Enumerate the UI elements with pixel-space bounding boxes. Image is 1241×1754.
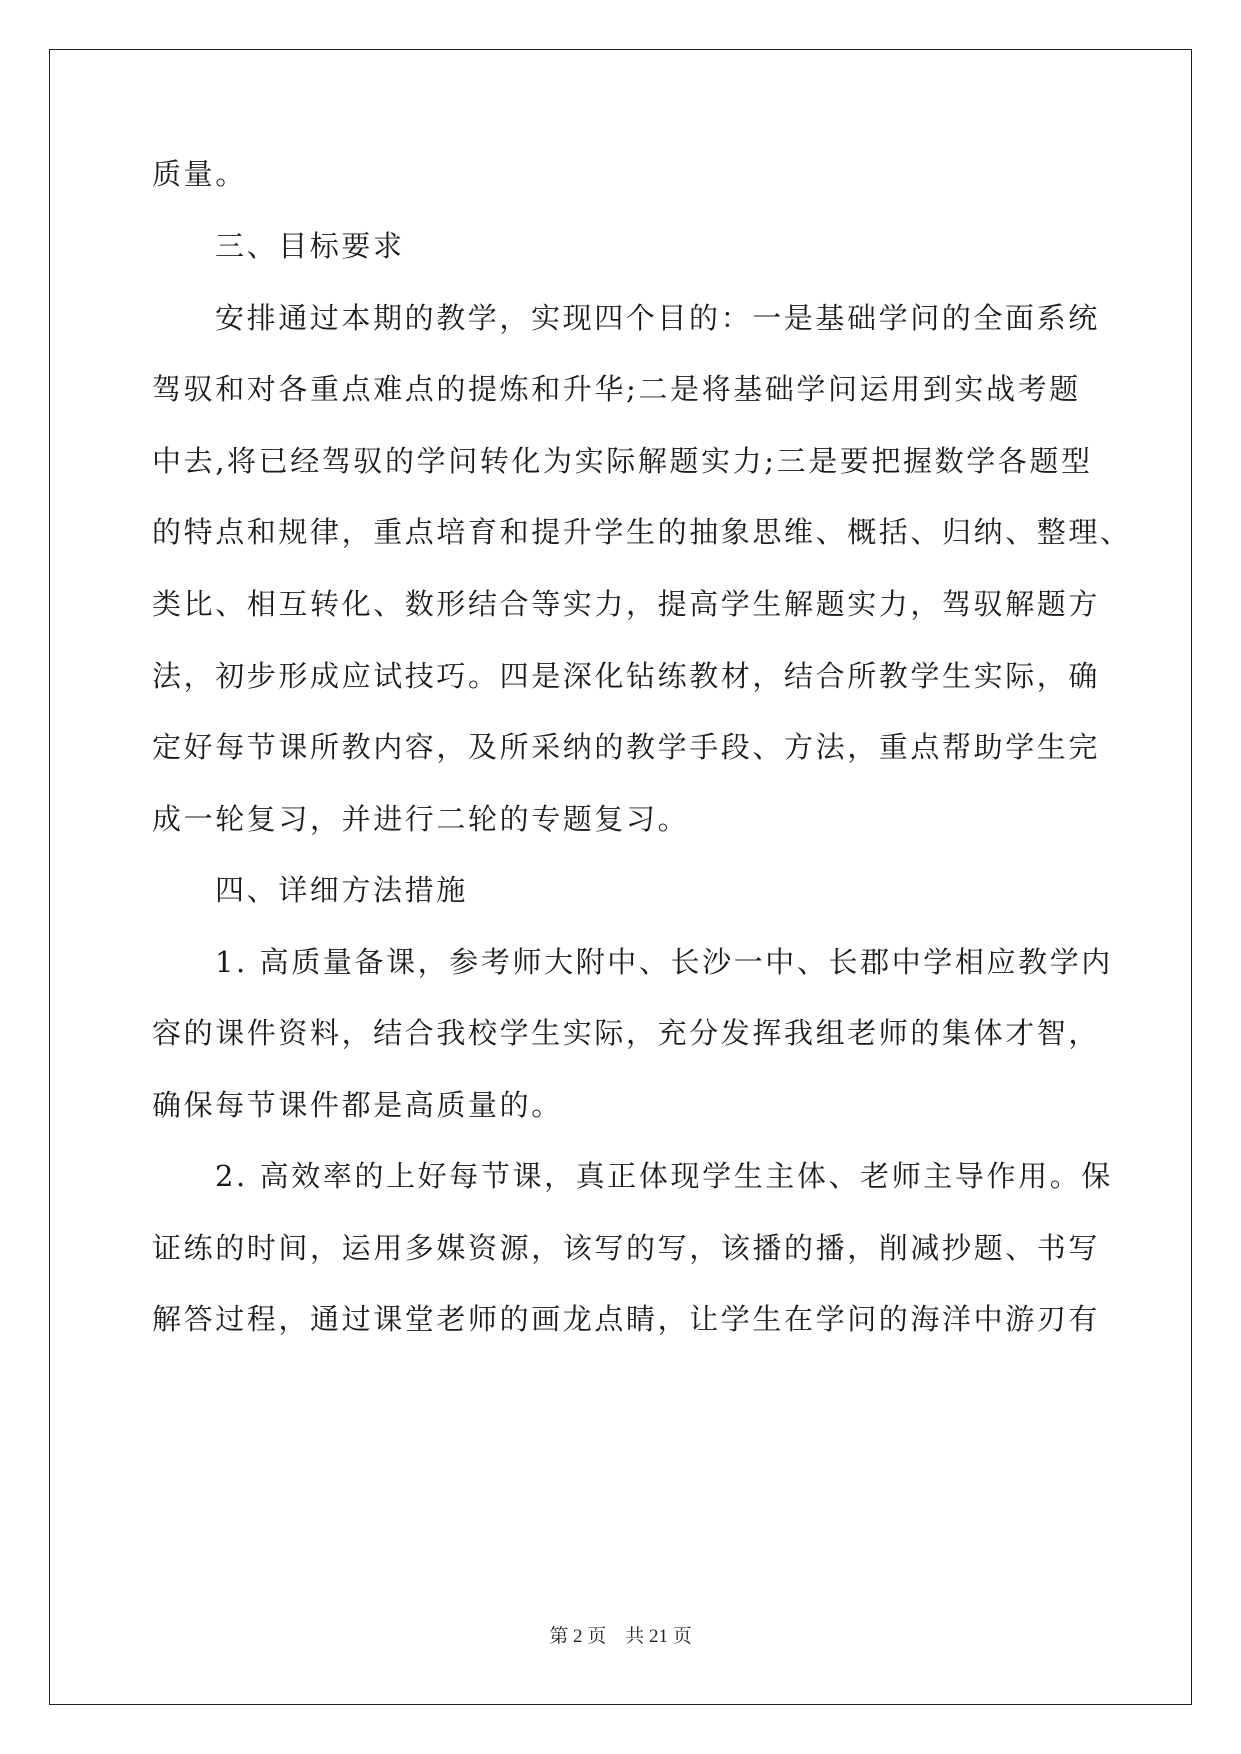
text-line: 驾驭和对各重点难点的提炼和升华;二是将基础学问运用到实战考题 bbox=[152, 372, 1081, 406]
text-line: 的特点和规律，重点培育和提升学生的抽象思维、概括、归纳、整理、 bbox=[152, 515, 1132, 549]
section-heading: 四、详细方法措施 bbox=[215, 873, 468, 907]
text-line: 类比、相互转化、数形结合等实力，提高学生解题实力，驾驭解题方 bbox=[152, 587, 1101, 621]
text-line: 2. 高效率的上好每节课，真正体现学生主体、老师主导作用。保 bbox=[215, 1159, 1113, 1193]
text-line: 1. 高质量备课，参考师大附中、长沙一中、长郡中学相应教学内 bbox=[215, 945, 1113, 979]
text-line: 定好每节课所教内容，及所采纳的教学手段、方法，重点帮助学生完 bbox=[152, 730, 1101, 764]
text-line: 中去,将已经驾驭的学问转化为实际解题实力;三是要把握数学各题型 bbox=[152, 444, 1093, 478]
text-line: 成一轮复习，并进行二轮的专题复习。 bbox=[152, 802, 690, 836]
text-line: 安排通过本期的教学，实现四个目的：一是基础学问的全面系统 bbox=[215, 301, 1100, 335]
text-line: 质量。 bbox=[152, 157, 247, 191]
page-number: 第 2 页 共 21 页 bbox=[549, 1626, 692, 1647]
text-line: 证练的时间，运用多媒资源，该写的写，该播的播，削减抄题、书写 bbox=[152, 1231, 1101, 1265]
text-line: 法，初步形成应试技巧。四是深化钻练教材，结合所教学生实际，确 bbox=[152, 659, 1101, 693]
text-line: 确保每节课件都是高质量的。 bbox=[152, 1088, 563, 1122]
section-heading: 三、目标要求 bbox=[215, 229, 405, 263]
text-line: 容的课件资料，结合我校学生实际，充分发挥我组老师的集体才智， bbox=[152, 1016, 1101, 1050]
text-line: 解答过程，通过课堂老师的画龙点睛，让学生在学问的海洋中游刃有 bbox=[152, 1302, 1101, 1336]
